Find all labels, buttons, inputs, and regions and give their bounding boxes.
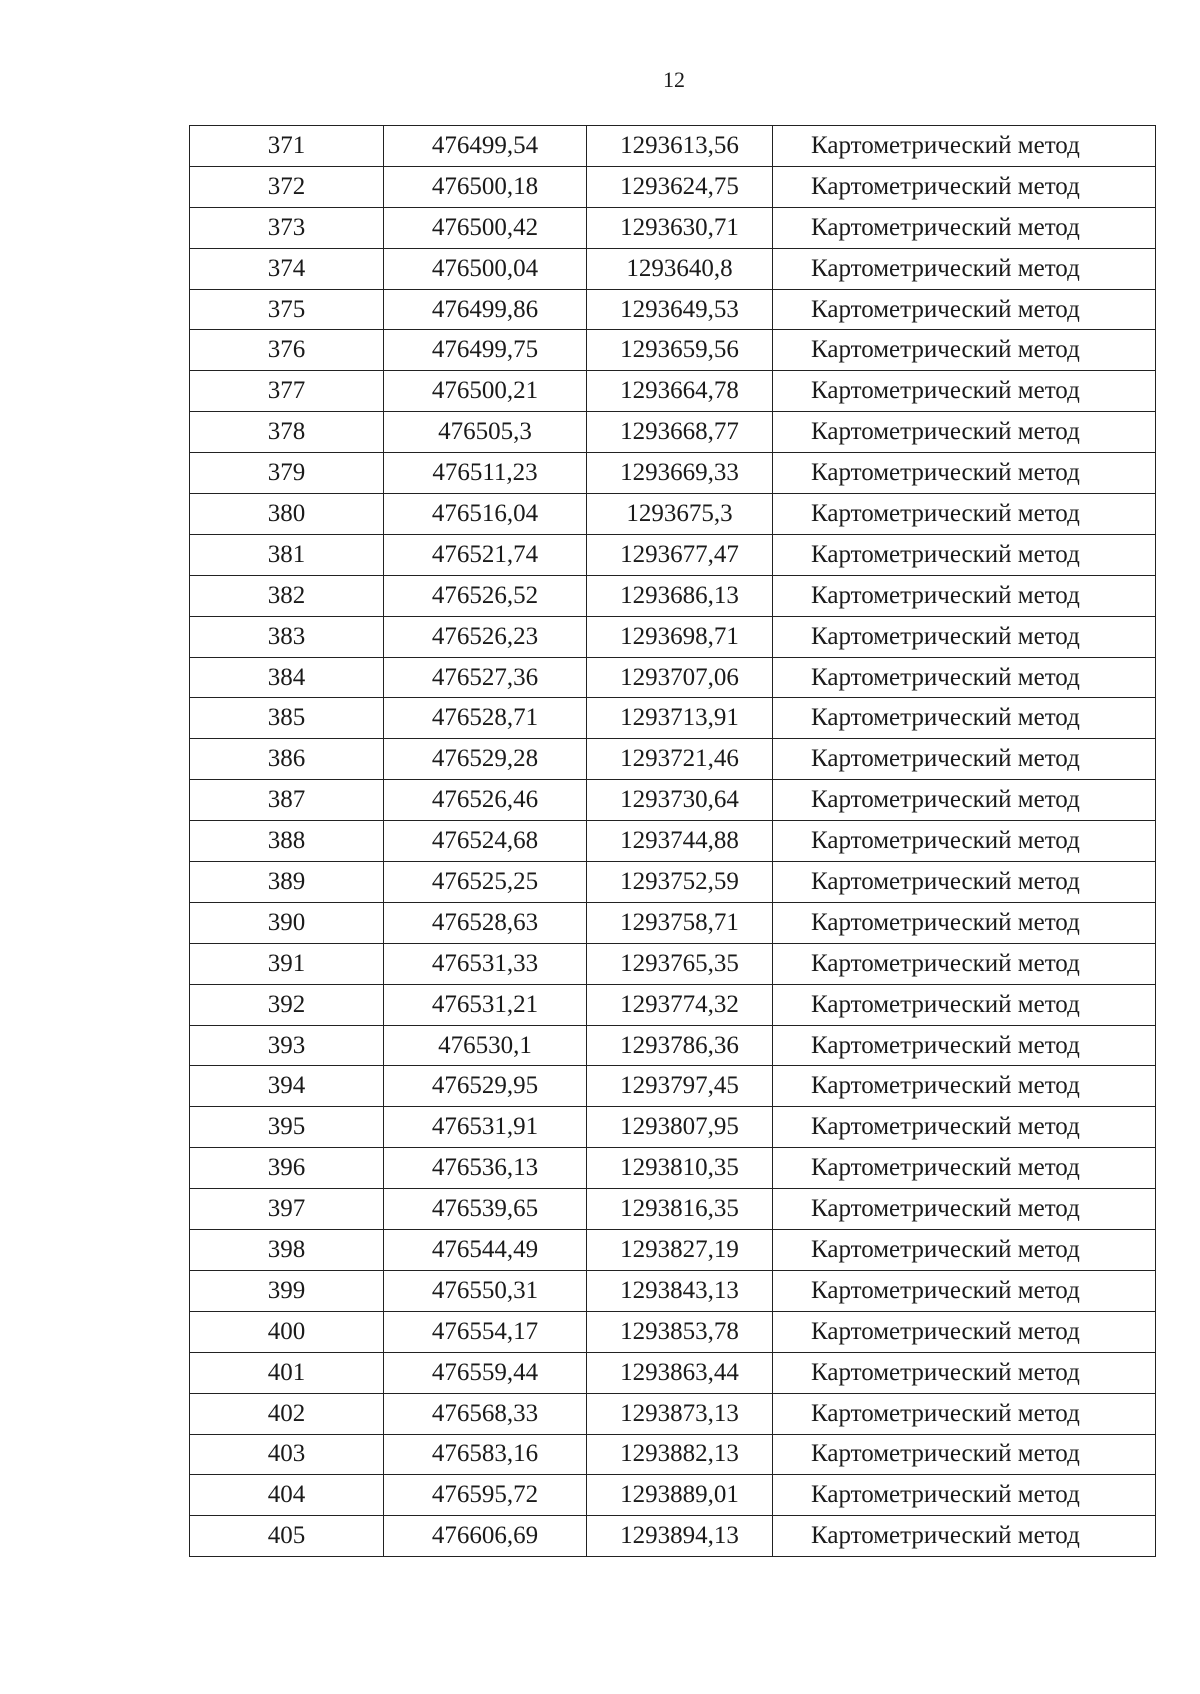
x-coordinate-cell: 476583,16 [384,1434,587,1475]
table-row [190,1066,1156,1107]
table-row [190,862,1156,903]
point-number-cell: 380 [190,494,384,535]
y-coordinate-cell: 1293613,56 [587,126,773,167]
point-number-cell: 392 [190,984,384,1025]
table-row [190,943,1156,984]
method-cell: Картометрический метод [773,1516,1156,1557]
method-cell: Картометрический метод [773,657,1156,698]
y-coordinate-cell: 1293698,71 [587,616,773,657]
x-coordinate-cell: 476531,91 [384,1107,587,1148]
x-coordinate-cell: 476527,36 [384,657,587,698]
x-coordinate-cell: 476528,71 [384,698,587,739]
method-cell: Картометрический метод [773,1148,1156,1189]
table-row [190,1434,1156,1475]
table-row [190,1475,1156,1516]
table-row [190,657,1156,698]
method-cell: Картометрический метод [773,1270,1156,1311]
point-number-cell: 397 [190,1189,384,1230]
method-cell: Картометрический метод [773,289,1156,330]
method-cell: Картометрический метод [773,902,1156,943]
table-row [190,207,1156,248]
x-coordinate-cell: 476524,68 [384,821,587,862]
y-coordinate-cell: 1293873,13 [587,1393,773,1434]
point-number-cell: 373 [190,207,384,248]
point-number-cell: 388 [190,821,384,862]
point-number-cell: 376 [190,330,384,371]
point-number-cell: 390 [190,902,384,943]
method-cell: Картометрический метод [773,1066,1156,1107]
x-coordinate-cell: 476500,04 [384,248,587,289]
x-coordinate-cell: 476500,42 [384,207,587,248]
method-cell: Картометрический метод [773,984,1156,1025]
table-row [190,616,1156,657]
table-row [190,1025,1156,1066]
x-coordinate-cell: 476526,52 [384,575,587,616]
method-cell: Картометрический метод [773,1311,1156,1352]
table-row [190,1311,1156,1352]
y-coordinate-cell: 1293730,64 [587,780,773,821]
y-coordinate-cell: 1293816,35 [587,1189,773,1230]
table-row [190,412,1156,453]
point-number-cell: 393 [190,1025,384,1066]
y-coordinate-cell: 1293894,13 [587,1516,773,1557]
method-cell: Картометрический метод [773,412,1156,453]
x-coordinate-cell: 476550,31 [384,1270,587,1311]
coordinates-table-body [190,126,1156,1557]
x-coordinate-cell: 476595,72 [384,1475,587,1516]
x-coordinate-cell: 476499,54 [384,126,587,167]
y-coordinate-cell: 1293882,13 [587,1434,773,1475]
y-coordinate-cell: 1293707,06 [587,657,773,698]
x-coordinate-cell: 476554,17 [384,1311,587,1352]
method-cell: Картометрический метод [773,1434,1156,1475]
y-coordinate-cell: 1293668,77 [587,412,773,453]
coordinates-table [189,125,1156,1557]
point-number-cell: 402 [190,1393,384,1434]
method-cell: Картометрический метод [773,534,1156,575]
table-row [190,698,1156,739]
x-coordinate-cell: 476516,04 [384,494,587,535]
y-coordinate-cell: 1293797,45 [587,1066,773,1107]
y-coordinate-cell: 1293686,13 [587,575,773,616]
x-coordinate-cell: 476528,63 [384,902,587,943]
point-number-cell: 384 [190,657,384,698]
method-cell: Картометрический метод [773,248,1156,289]
point-number-cell: 396 [190,1148,384,1189]
y-coordinate-cell: 1293758,71 [587,902,773,943]
x-coordinate-cell: 476530,1 [384,1025,587,1066]
point-number-cell: 391 [190,943,384,984]
point-number-cell: 377 [190,371,384,412]
x-coordinate-cell: 476529,28 [384,739,587,780]
y-coordinate-cell: 1293649,53 [587,289,773,330]
method-cell: Картометрический метод [773,1025,1156,1066]
point-number-cell: 399 [190,1270,384,1311]
method-cell: Картометрический метод [773,575,1156,616]
table-row [190,780,1156,821]
table-row [190,575,1156,616]
x-coordinate-cell: 476606,69 [384,1516,587,1557]
table-row [190,534,1156,575]
table-row [190,1352,1156,1393]
x-coordinate-cell: 476529,95 [384,1066,587,1107]
method-cell: Картометрический метод [773,126,1156,167]
x-coordinate-cell: 476539,65 [384,1189,587,1230]
method-cell: Картометрический метод [773,1393,1156,1434]
method-cell: Картометрический метод [773,821,1156,862]
y-coordinate-cell: 1293786,36 [587,1025,773,1066]
method-cell: Картометрический метод [773,1230,1156,1271]
point-number-cell: 375 [190,289,384,330]
point-number-cell: 383 [190,616,384,657]
method-cell: Картометрический метод [773,943,1156,984]
y-coordinate-cell: 1293752,59 [587,862,773,903]
x-coordinate-cell: 476499,75 [384,330,587,371]
method-cell: Картометрический метод [773,166,1156,207]
method-cell: Картометрический метод [773,1107,1156,1148]
table-row [190,330,1156,371]
y-coordinate-cell: 1293774,32 [587,984,773,1025]
method-cell: Картометрический метод [773,1189,1156,1230]
point-number-cell: 371 [190,126,384,167]
table-row [190,248,1156,289]
table-row [190,371,1156,412]
table-row [190,494,1156,535]
y-coordinate-cell: 1293659,56 [587,330,773,371]
table-row [190,984,1156,1025]
method-cell: Картометрический метод [773,1475,1156,1516]
x-coordinate-cell: 476525,25 [384,862,587,903]
y-coordinate-cell: 1293721,46 [587,739,773,780]
method-cell: Картометрический метод [773,494,1156,535]
y-coordinate-cell: 1293630,71 [587,207,773,248]
point-number-cell: 378 [190,412,384,453]
x-coordinate-cell: 476521,74 [384,534,587,575]
table-row [190,739,1156,780]
y-coordinate-cell: 1293677,47 [587,534,773,575]
point-number-cell: 400 [190,1311,384,1352]
y-coordinate-cell: 1293889,01 [587,1475,773,1516]
y-coordinate-cell: 1293853,78 [587,1311,773,1352]
x-coordinate-cell: 476526,23 [384,616,587,657]
point-number-cell: 405 [190,1516,384,1557]
x-coordinate-cell: 476568,33 [384,1393,587,1434]
method-cell: Картометрический метод [773,739,1156,780]
x-coordinate-cell: 476505,3 [384,412,587,453]
method-cell: Картометрический метод [773,453,1156,494]
y-coordinate-cell: 1293713,91 [587,698,773,739]
page-number: 12 [663,67,685,92]
x-coordinate-cell: 476559,44 [384,1352,587,1393]
point-number-cell: 386 [190,739,384,780]
table-row [190,1270,1156,1311]
y-coordinate-cell: 1293810,35 [587,1148,773,1189]
table-row [190,126,1156,167]
point-number-cell: 389 [190,862,384,903]
x-coordinate-cell: 476544,49 [384,1230,587,1271]
y-coordinate-cell: 1293765,35 [587,943,773,984]
point-number-cell: 404 [190,1475,384,1516]
point-number-cell: 387 [190,780,384,821]
table-row [190,1189,1156,1230]
method-cell: Картометрический метод [773,371,1156,412]
y-coordinate-cell: 1293669,33 [587,453,773,494]
y-coordinate-cell: 1293827,19 [587,1230,773,1271]
y-coordinate-cell: 1293863,44 [587,1352,773,1393]
x-coordinate-cell: 476511,23 [384,453,587,494]
method-cell: Картометрический метод [773,330,1156,371]
point-number-cell: 372 [190,166,384,207]
point-number-cell: 394 [190,1066,384,1107]
table-row [190,1393,1156,1434]
point-number-cell: 398 [190,1230,384,1271]
y-coordinate-cell: 1293675,3 [587,494,773,535]
y-coordinate-cell: 1293664,78 [587,371,773,412]
table-row [190,1148,1156,1189]
y-coordinate-cell: 1293843,13 [587,1270,773,1311]
y-coordinate-cell: 1293744,88 [587,821,773,862]
point-number-cell: 374 [190,248,384,289]
point-number-cell: 382 [190,575,384,616]
point-number-cell: 395 [190,1107,384,1148]
method-cell: Картометрический метод [773,780,1156,821]
point-number-cell: 385 [190,698,384,739]
table-row [190,1230,1156,1271]
y-coordinate-cell: 1293624,75 [587,166,773,207]
table-row [190,289,1156,330]
point-number-cell: 381 [190,534,384,575]
table-row [190,821,1156,862]
point-number-cell: 403 [190,1434,384,1475]
point-number-cell: 401 [190,1352,384,1393]
table-row [190,453,1156,494]
table-row [190,1516,1156,1557]
x-coordinate-cell: 476536,13 [384,1148,587,1189]
method-cell: Картометрический метод [773,1352,1156,1393]
x-coordinate-cell: 476531,21 [384,984,587,1025]
x-coordinate-cell: 476531,33 [384,943,587,984]
x-coordinate-cell: 476500,18 [384,166,587,207]
method-cell: Картометрический метод [773,698,1156,739]
y-coordinate-cell: 1293807,95 [587,1107,773,1148]
method-cell: Картометрический метод [773,207,1156,248]
table-row [190,166,1156,207]
y-coordinate-cell: 1293640,8 [587,248,773,289]
point-number-cell: 379 [190,453,384,494]
method-cell: Картометрический метод [773,862,1156,903]
method-cell: Картометрический метод [773,616,1156,657]
table-row [190,1107,1156,1148]
table-row [190,902,1156,943]
x-coordinate-cell: 476499,86 [384,289,587,330]
x-coordinate-cell: 476500,21 [384,371,587,412]
x-coordinate-cell: 476526,46 [384,780,587,821]
